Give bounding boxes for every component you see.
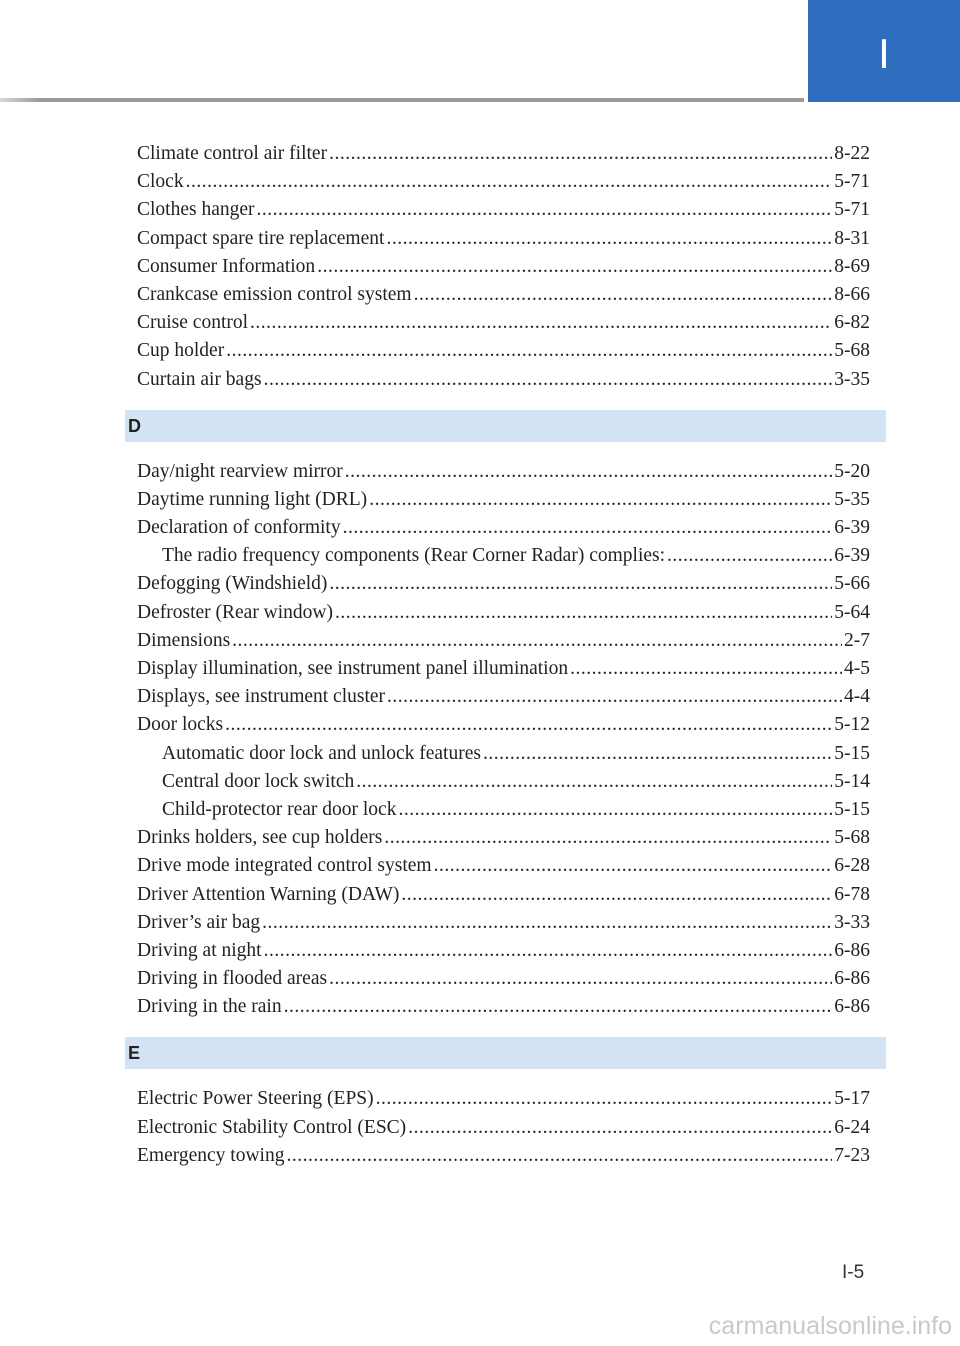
entry-page-ref: 3-33	[834, 911, 870, 933]
index-entry	[137, 1142, 870, 1170]
index-entry	[137, 993, 870, 1021]
dot-leader	[384, 824, 832, 852]
section-letter-header	[125, 1037, 886, 1069]
entry-page-ref: 5-35	[834, 488, 870, 510]
index-entry	[137, 366, 870, 394]
entry-label: Declaration of conformity	[137, 517, 341, 539]
page-number: I-5	[842, 1262, 865, 1283]
index-entry	[137, 225, 870, 253]
entry-label: Display illumination, see instrument panel illumination	[137, 658, 569, 679]
index-entry	[137, 655, 870, 683]
chapter-label: I	[878, 30, 890, 77]
dot-leader	[232, 627, 842, 655]
dot-leader	[356, 768, 832, 796]
entry-page-ref: 6-78	[834, 883, 870, 905]
entry-label: Climate control air filter	[137, 143, 328, 164]
entry-page-ref: 5-66	[834, 573, 870, 595]
index-entry	[137, 570, 870, 598]
dot-leader	[408, 1114, 832, 1142]
dot-leader	[250, 309, 832, 337]
dot-leader	[401, 881, 832, 909]
index-subentry	[137, 796, 870, 824]
entry-label: Consumer Information	[137, 255, 316, 277]
entry-label: Emergency towing	[137, 1144, 285, 1166]
entry-label: Driver’s air bag	[137, 911, 261, 933]
dot-leader	[329, 570, 832, 598]
index-entry	[137, 937, 870, 965]
dot-leader	[262, 909, 832, 937]
index-entry	[137, 627, 870, 655]
index-entry	[137, 514, 870, 542]
entry-label: Child-protector rear door lock	[162, 798, 397, 820]
index-entry	[137, 965, 870, 993]
entry-label: Dimensions	[137, 629, 231, 651]
index-entry	[137, 309, 870, 337]
entry-page-ref: 7-23	[834, 1144, 870, 1166]
entry-page-ref: 6-86	[834, 939, 870, 961]
dot-leader	[570, 655, 842, 683]
dot-leader	[329, 140, 832, 168]
entry-label: Defroster (Rear window)	[137, 601, 334, 623]
entry-page-ref: 6-39	[834, 545, 870, 567]
entry-label: Displays, see instrument cluster	[137, 686, 386, 708]
entry-page-ref: 5-68	[834, 340, 870, 362]
dot-leader	[264, 937, 833, 965]
entry-label: Driving at night	[137, 939, 262, 961]
entry-label: Day/night rearview mirror	[137, 460, 343, 482]
entry-page-ref: 8-22	[834, 143, 870, 164]
entry-label: Drinks holders, see cup holders	[137, 827, 383, 849]
entry-page-ref: 8-69	[834, 255, 870, 277]
entry-label: Central door lock switch	[162, 770, 355, 792]
index-entry	[137, 909, 870, 937]
section-letter: E	[128, 1043, 141, 1064]
dot-leader	[414, 281, 833, 309]
index-list	[128, 140, 870, 1170]
entry-page-ref: 5-14	[834, 770, 870, 792]
index-entry	[137, 881, 870, 909]
entry-label: Compact spare tire replacement	[137, 227, 385, 249]
index-entry	[137, 1114, 870, 1142]
watermark: carmanualsonline.info	[708, 1312, 952, 1340]
entry-label: Electric Power Steering (EPS)	[137, 1088, 374, 1110]
chapter-tab	[808, 0, 960, 102]
dot-leader	[387, 683, 842, 711]
index-entry	[137, 458, 870, 486]
index-entry	[137, 337, 870, 365]
header-rule	[0, 98, 804, 102]
dot-leader	[434, 852, 833, 880]
dot-leader	[225, 711, 832, 739]
dot-leader	[257, 196, 833, 224]
section-letter-header	[125, 410, 886, 442]
entry-page-ref: 5-15	[834, 742, 870, 764]
index-entry	[137, 599, 870, 627]
index-entry	[137, 168, 870, 196]
index-entry	[137, 486, 870, 514]
dot-leader	[369, 486, 832, 514]
entry-label: Driving in flooded areas	[137, 968, 328, 990]
entry-label: Cruise control	[137, 312, 249, 334]
entry-label: Defogging (Windshield)	[137, 573, 328, 595]
entry-page-ref: 6-86	[834, 996, 870, 1018]
entry-label: Cup holder	[137, 340, 225, 362]
entry-label: Electronic Stability Control (ESC)	[137, 1116, 407, 1138]
index-entry	[137, 852, 870, 880]
dot-leader	[667, 542, 832, 570]
dot-leader	[335, 599, 832, 627]
index-entry	[137, 1085, 870, 1113]
entry-page-ref: 4-5	[844, 658, 870, 679]
entry-page-ref: 2-7	[844, 629, 870, 651]
entry-page-ref: 6-28	[834, 855, 870, 877]
index-subentry	[137, 542, 870, 570]
entry-page-ref: 5-20	[834, 460, 870, 482]
entry-page-ref: 4-4	[844, 686, 870, 708]
entry-page-ref: 3-35	[834, 368, 870, 390]
section-letter: D	[128, 415, 141, 436]
entry-label: Drive mode integrated control system	[137, 855, 432, 877]
entry-page-ref: 6-82	[834, 312, 870, 334]
entry-page-ref: 6-24	[834, 1116, 870, 1138]
entry-page-ref: 8-31	[834, 227, 870, 249]
entry-page-ref: 5-12	[834, 714, 870, 736]
dot-leader	[386, 225, 832, 253]
index-entry	[137, 140, 870, 168]
entry-label: Curtain air bags	[137, 368, 262, 390]
index-entry	[137, 281, 870, 309]
dot-leader	[343, 514, 833, 542]
dot-leader	[226, 337, 832, 365]
dot-leader	[345, 458, 832, 486]
dot-leader	[317, 253, 832, 281]
index-entry	[137, 824, 870, 852]
entry-page-ref: 5-15	[834, 798, 870, 820]
entry-page-ref: 6-86	[834, 968, 870, 990]
dot-leader	[376, 1085, 833, 1113]
entry-page-ref: 5-71	[834, 171, 870, 193]
entry-label: Door locks	[137, 714, 224, 736]
dot-leader	[286, 1142, 832, 1170]
entry-label: Automatic door lock and unlock features	[162, 742, 481, 764]
index-subentry	[137, 740, 870, 768]
entry-label: Clock	[137, 171, 184, 193]
entry-label: Daytime running light (DRL)	[137, 488, 368, 510]
dot-leader	[398, 796, 832, 824]
entry-label: Clothes hanger	[137, 199, 255, 221]
entry-page-ref: 5-68	[834, 827, 870, 849]
index-entry	[137, 711, 870, 739]
index-subentry	[137, 768, 870, 796]
entry-label: Driving in the rain	[137, 996, 282, 1018]
entry-page-ref: 5-71	[834, 199, 870, 221]
entry-page-ref: 5-64	[834, 601, 870, 623]
index-entry	[137, 196, 870, 224]
dot-leader	[264, 366, 833, 394]
entry-page-ref: 5-17	[834, 1088, 870, 1110]
dot-leader	[284, 993, 833, 1021]
index-entry	[137, 683, 870, 711]
dot-leader	[186, 168, 833, 196]
entry-page-ref: 8-66	[834, 283, 870, 305]
entry-label: Driver Attention Warning (DAW)	[137, 883, 400, 905]
entry-label: The radio frequency components (Rear Corner Radar) complies:	[162, 545, 666, 567]
entry-page-ref: 6-39	[834, 517, 870, 539]
index-entry	[137, 253, 870, 281]
dot-leader	[483, 740, 832, 768]
entry-label: Crankcase emission control system	[137, 283, 412, 305]
dot-leader	[329, 965, 832, 993]
